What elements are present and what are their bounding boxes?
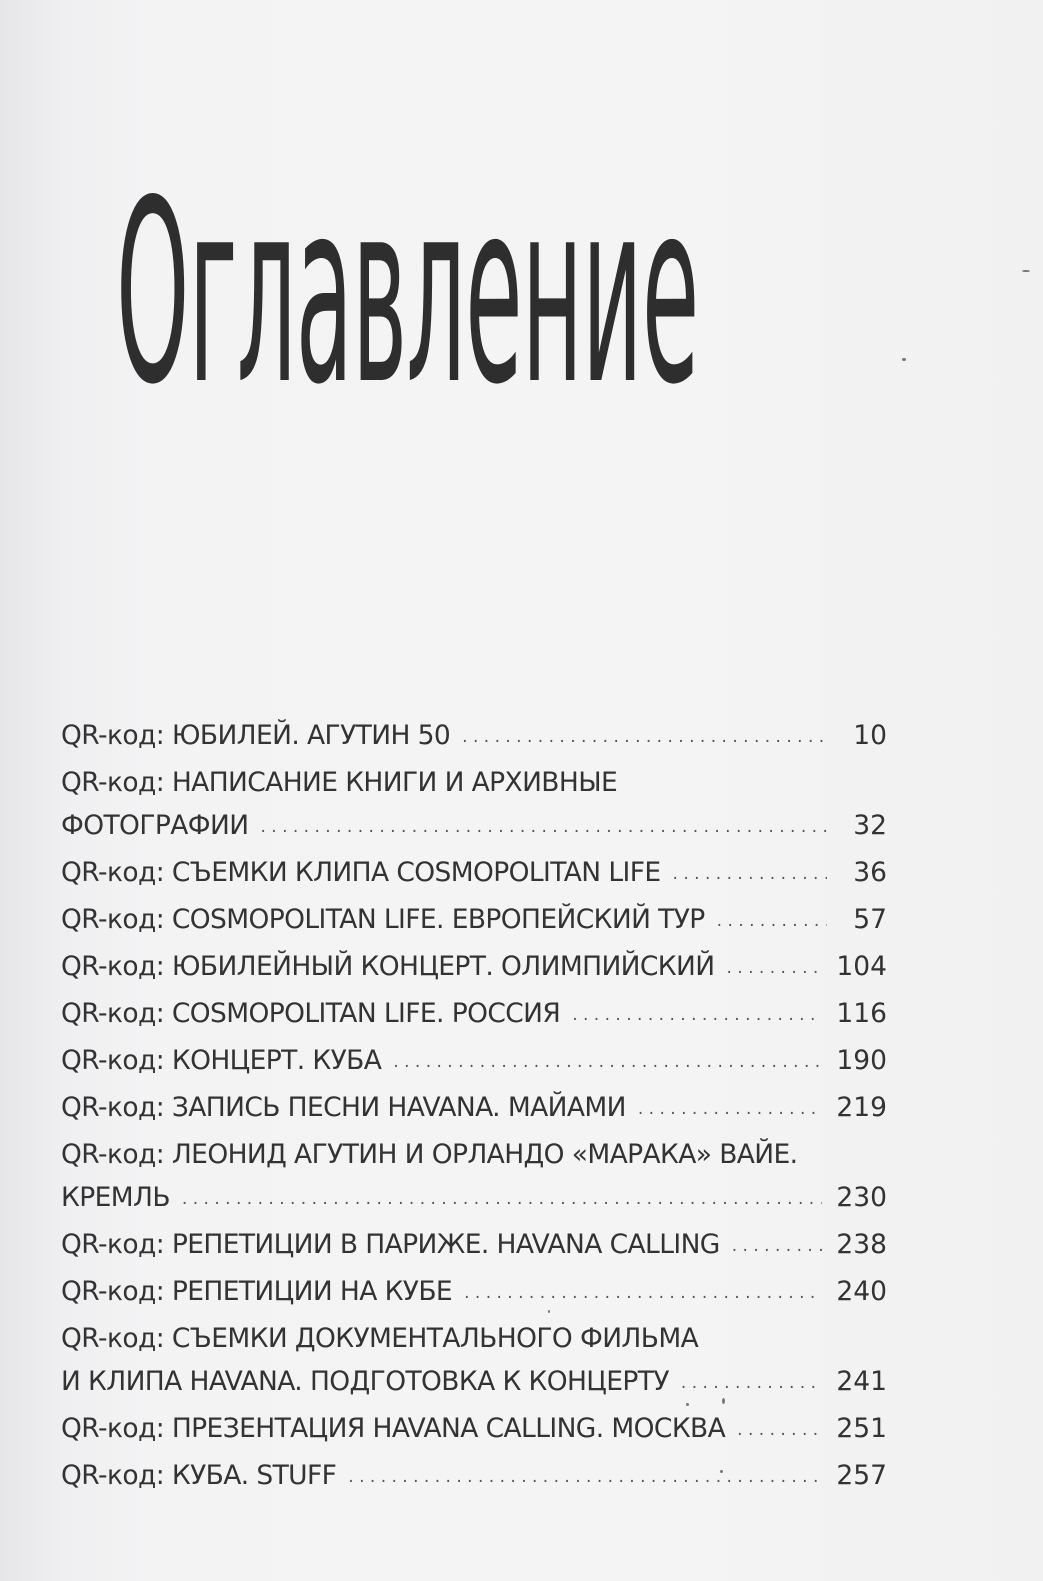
dot-leader xyxy=(638,1088,823,1131)
toc-page-number: 257 xyxy=(836,1460,887,1491)
toc-entry-row xyxy=(61,1407,887,1454)
dot-leader xyxy=(726,947,822,990)
toc-entry-title: QR-код: ЮБИЛЕЙНЫЙ КОНЦЕРТ. ОЛИМПИЙСКИЙ xyxy=(61,951,715,982)
dot-leader xyxy=(737,1409,822,1452)
toc-page-number: 219 xyxy=(836,1092,887,1123)
toc-entry-row xyxy=(61,851,887,898)
toc-entry xyxy=(61,851,887,898)
paper-speck xyxy=(902,358,906,361)
dot-leader xyxy=(673,853,827,896)
toc-page-number: 10 xyxy=(853,720,887,751)
paper-speck xyxy=(722,1398,725,1404)
table-of-contents xyxy=(61,714,887,1501)
toc-page-number: 116 xyxy=(836,998,887,1029)
toc-entry xyxy=(61,992,887,1039)
toc-page-number: 32 xyxy=(853,810,887,841)
dot-leader xyxy=(572,994,822,1037)
toc-entry-row xyxy=(61,1360,887,1407)
toc-entry-title: QR-код: РЕПЕТИЦИИ В ПАРИЖЕ. HAVANA CALLING xyxy=(61,1229,720,1260)
toc-entry-row xyxy=(61,714,887,761)
toc-entry-row xyxy=(61,804,887,851)
toc-entry-title: QR-код: COSMOPOLITAN LIFE. ЕВРОПЕЙСКИЙ ТУР xyxy=(61,904,705,935)
toc-entry xyxy=(61,1317,887,1407)
toc-entry-title-line: QR-код: НАПИСАНИЕ КНИГИ И АРХИВНЫЕ xyxy=(61,767,618,798)
toc-page-number: 230 xyxy=(836,1182,887,1213)
toc-entry xyxy=(61,1270,887,1317)
toc-entry-title: QR-код: КОНЦЕРТ. КУБА xyxy=(61,1045,382,1076)
paper-speck xyxy=(720,1470,723,1473)
toc-entry-row xyxy=(61,1454,887,1501)
page-title: Оглавление xyxy=(116,147,699,440)
toc-entry-title: QR-код: COSMOPOLITAN LIFE. РОССИЯ xyxy=(61,998,561,1029)
dot-leader xyxy=(717,900,827,943)
toc-entry xyxy=(61,1086,887,1133)
paper-speck xyxy=(686,1403,689,1406)
toc-entry xyxy=(61,945,887,992)
toc-entry-title: QR-код: СЪЕМКИ КЛИПА COSMOPOLITAN LIFE xyxy=(61,857,661,888)
toc-entry xyxy=(61,761,887,851)
dot-leader xyxy=(393,1041,822,1084)
dot-leader xyxy=(464,1272,822,1315)
toc-entry xyxy=(61,1454,887,1501)
dot-leader xyxy=(462,716,827,759)
toc-entry-row xyxy=(61,992,887,1039)
toc-entry-title: QR-код: ЮБИЛЕЙ. АГУТИН 50 xyxy=(61,720,451,751)
toc-entry-row xyxy=(61,945,887,992)
toc-entry xyxy=(61,1133,887,1223)
toc-page-number: 190 xyxy=(836,1045,887,1076)
toc-entry-row xyxy=(61,1086,887,1133)
paper-speck xyxy=(1022,270,1030,272)
toc-entry-row xyxy=(61,1270,887,1317)
toc-page-number: 251 xyxy=(836,1413,887,1444)
toc-page-number: 36 xyxy=(853,857,887,888)
paper-speck xyxy=(548,1310,550,1313)
toc-entry xyxy=(61,1407,887,1454)
toc-entry-title-line: QR-код: СЪЕМКИ ДОКУМЕНТАЛЬНОГО ФИЛЬМА xyxy=(61,1323,699,1354)
toc-entry xyxy=(61,898,887,945)
dot-leader xyxy=(732,1225,823,1268)
toc-entry-row xyxy=(61,1039,887,1086)
dot-leader xyxy=(182,1178,822,1221)
dot-leader xyxy=(260,806,827,849)
toc-page-number: 240 xyxy=(836,1276,887,1307)
toc-entry-title-line: QR-код: ЛЕОНИД АГУТИН И ОРЛАНДО «МАРАКА» ВАЙЕ. xyxy=(61,1139,798,1170)
toc-entry-title: И КЛИПА HAVANA. ПОДГОТОВКА К КОНЦЕРТУ xyxy=(61,1366,669,1397)
toc-entry-row xyxy=(61,1176,887,1223)
toc-entry xyxy=(61,1223,887,1270)
toc-entry-row xyxy=(61,1223,887,1270)
dot-leader xyxy=(348,1456,822,1499)
toc-entry-title: QR-код: РЕПЕТИЦИИ НА КУБЕ xyxy=(61,1276,453,1307)
toc-entry-row xyxy=(61,898,887,945)
dot-leader xyxy=(681,1362,822,1405)
toc-entry-title: ФОТОГРАФИИ xyxy=(61,810,249,841)
toc-page-number: 57 xyxy=(853,904,887,935)
toc-entry-title: QR-код: ЗАПИСЬ ПЕСНИ HAVANA. МАЙАМИ xyxy=(61,1092,626,1123)
toc-entry-title: КРЕМЛЬ xyxy=(61,1182,170,1213)
toc-page-number: 238 xyxy=(836,1229,887,1260)
toc-page-number: 104 xyxy=(836,951,887,982)
toc-entry xyxy=(61,714,887,761)
toc-entry-title: QR-код: КУБА. STUFF xyxy=(61,1460,337,1491)
toc-page-number: 241 xyxy=(836,1366,887,1397)
toc-entry xyxy=(61,1039,887,1086)
toc-entry-title: QR-код: ПРЕЗЕНТАЦИЯ HAVANA CALLING. МОСКВА xyxy=(61,1413,726,1444)
